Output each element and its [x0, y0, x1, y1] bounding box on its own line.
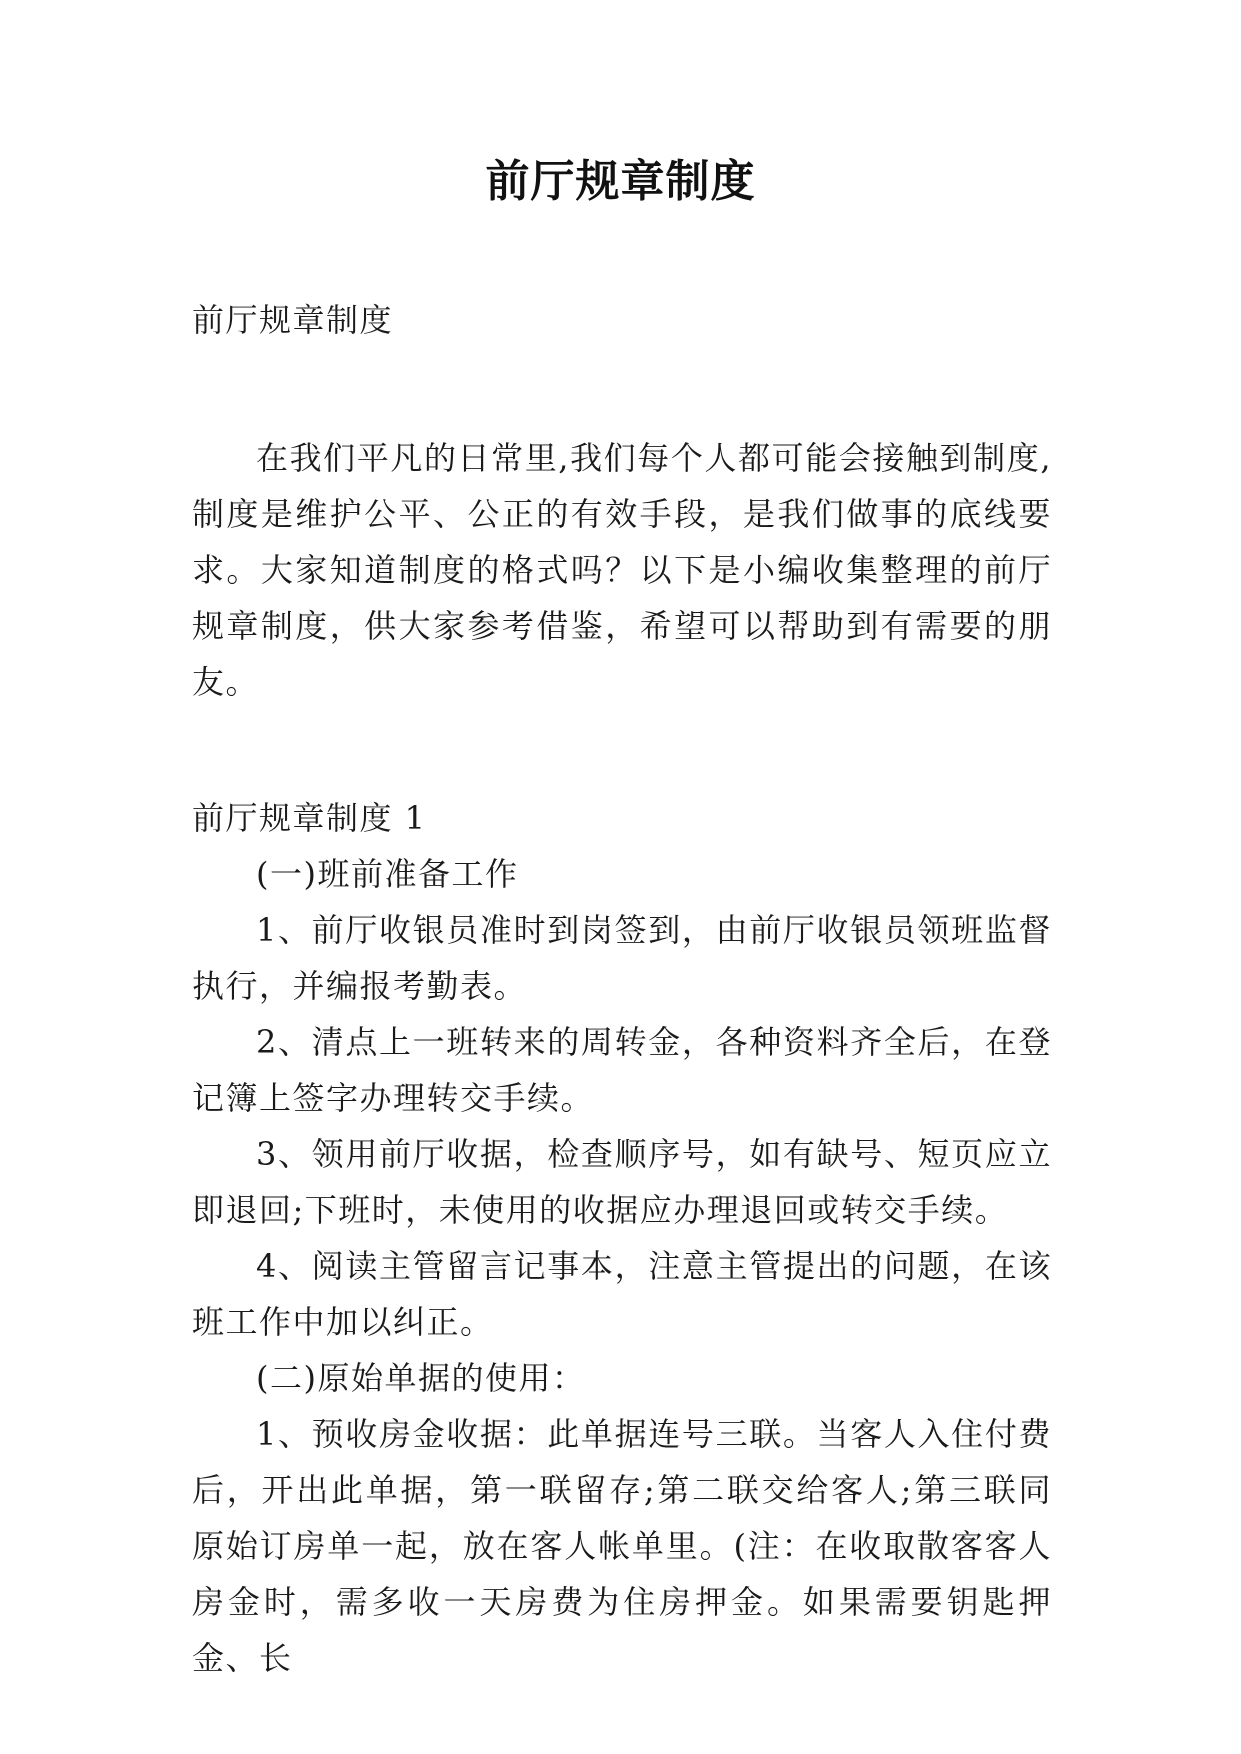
document-subtitle: 前厅规章制度 — [192, 301, 394, 339]
list-item: 1、前厅收银员准时到岗签到，由前厅收银员领班监督执行，并编报考勤表。 — [192, 911, 1052, 1005]
document-title: 前厅规章制度 — [485, 156, 756, 207]
list-item: 4、阅读主管留言记事本，注意主管提出的问题，在该班工作中加以纠正。 — [192, 1247, 1052, 1341]
list-item: 1、预收房金收据：此单据连号三联。当客人入住付费后，开出此单据，第一联留存;第二联交给客人;第三联同原始订房单一起，放在客人帐单里。(注：在收取散客客人房金时，需多收一天房费为住房押金。如果需要钥匙押金、长 — [192, 1415, 1052, 1677]
intro-paragraph: 在我们平凡的日常里,我们每个人都可能会接触到制度,制度是维护公平、公正的有效手段，是我们做事的底线要求。大家知道制度的格式吗？以下是小编收集整理的前厅规章制度，供大家参考借鉴，希望可以帮助到有需要的朋友。 — [192, 439, 1052, 701]
subsection-heading: (二)原始单据的使用： — [256, 1359, 586, 1397]
section-heading: 前厅规章制度 1 — [192, 799, 427, 837]
list-item: 2、清点上一班转来的周转金，各种资料齐全后，在登记簿上签字办理转交手续。 — [192, 1023, 1052, 1117]
document-body — [192, 292, 1052, 1686]
subsection-heading: (一)班前准备工作 — [256, 855, 519, 893]
list-item: 3、领用前厅收据，检查顺序号，如有缺号、短页应立即退回;下班时，未使用的收据应办理退回或转交手续。 — [192, 1135, 1052, 1229]
